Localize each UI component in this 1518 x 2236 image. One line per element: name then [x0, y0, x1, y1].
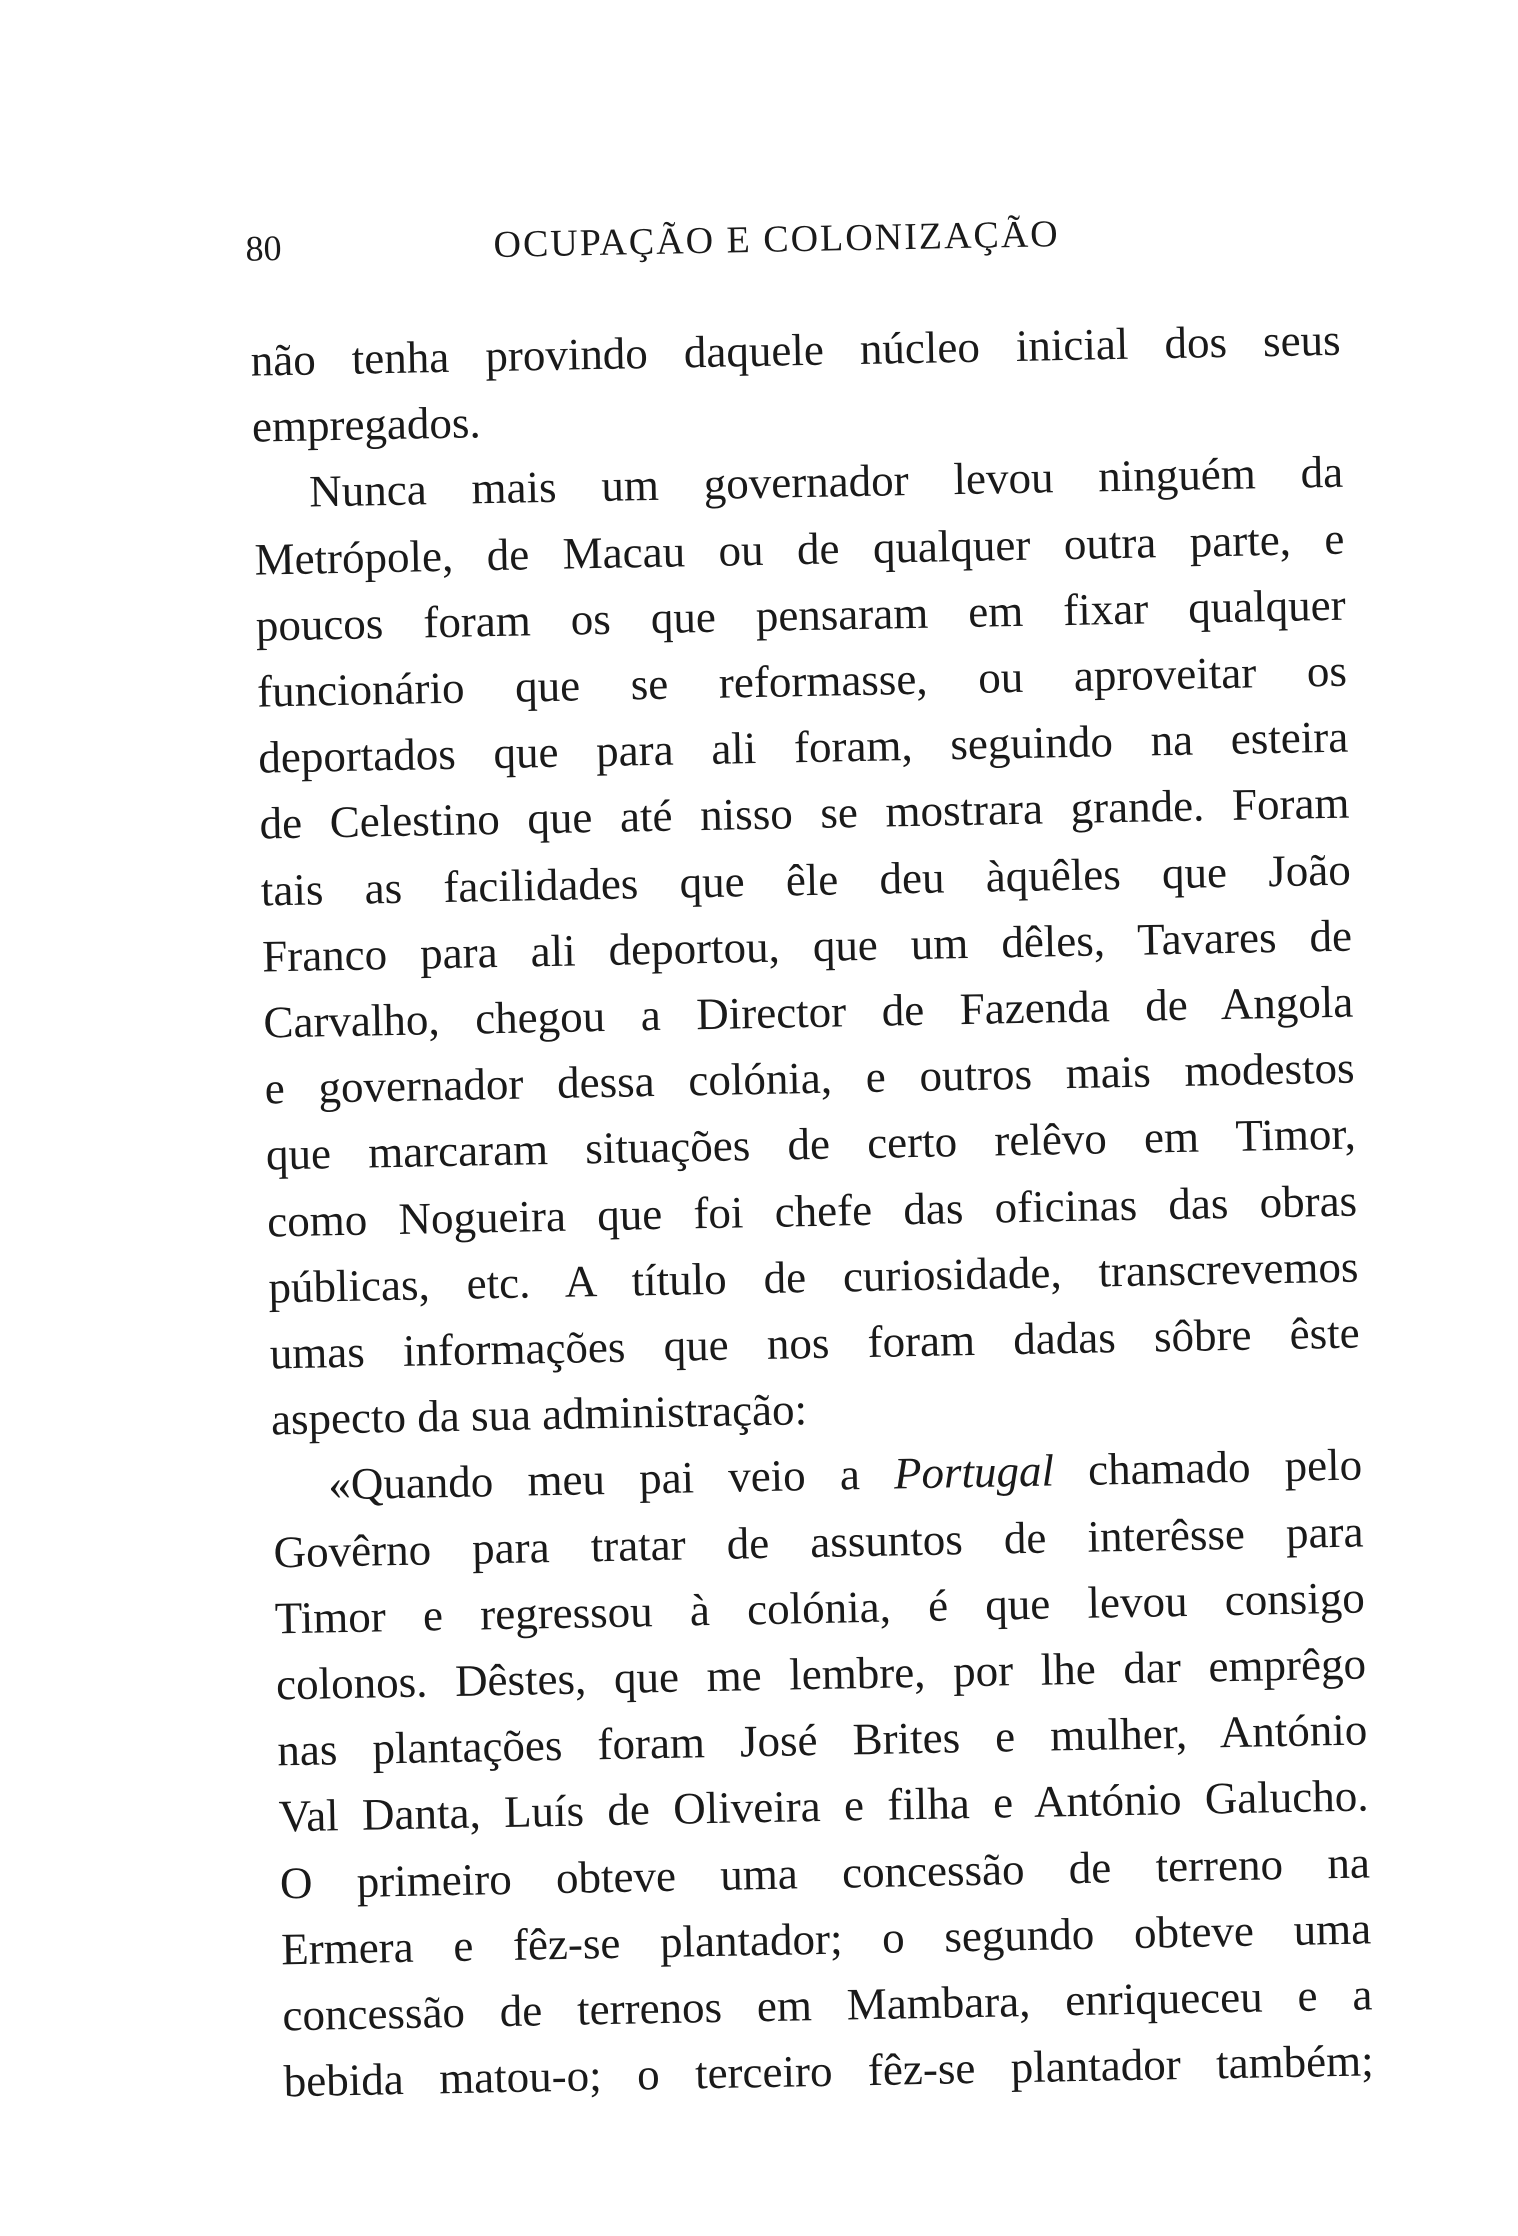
page-number: 80	[245, 228, 282, 269]
text-line: deportados que para ali foram, seguindo na esteira	[257, 711, 1349, 783]
running-title: OCUPAÇÃO E COLONIZAÇÃO	[493, 213, 1061, 266]
paragraph-1	[250, 307, 1342, 460]
text-line: nas plantações foram José Brites e mulher, António	[276, 1704, 1368, 1776]
paragraph-2	[253, 439, 1362, 1453]
text-line-content: chamado pelo	[1053, 1439, 1363, 1496]
text-line: colonos. Dêstes, que me lembre, por lhe dar emprêgo	[275, 1638, 1367, 1710]
text-line: poucos foram os que pensaram em fixar qualquer	[255, 579, 1347, 651]
text-line: Carvalho, chegou a Director de Fazenda de Angola	[262, 976, 1354, 1048]
text-line: públicas, etc. A título de curiosidade, transcrevemos	[268, 1241, 1359, 1313]
text-line: que marcaram situações de certo relêvo em Timor,	[265, 1109, 1357, 1180]
body-text	[250, 307, 1374, 2115]
text-line: O primeiro obteve uma concessão de terreno na	[279, 1837, 1371, 1909]
text-line: e governador dessa colónia, e outros mais modestos	[264, 1042, 1355, 1114]
text-line: como Nogueira que foi chefe das oficinas das obras	[266, 1175, 1358, 1247]
text-line: Val Danta, Luís de Oliveira e filha e António Galucho.	[278, 1770, 1369, 1842]
text-line: aspecto da sua administração:	[270, 1384, 808, 1445]
text-line: Ermera e fêz-se plantador; o segundo obteve uma	[280, 1903, 1372, 1975]
text-line: Timor e regressou à colónia, é que levou consigo	[274, 1572, 1366, 1644]
italic-word: Portugal	[893, 1445, 1055, 1499]
page-header	[245, 207, 1306, 287]
text-line-content: «Quando meu pai veio a	[327, 1448, 895, 1510]
text-line: Metrópole, de Macau ou de qualquer outra parte, e	[254, 513, 1345, 585]
text-line: Franco para ali deportou, que um dêles, Tavares de	[261, 910, 1353, 982]
text-line: empregados.	[251, 397, 482, 452]
text-line: umas informações que nos foram dadas sôbre êste	[269, 1307, 1361, 1379]
text-line: tais as facilidades que êle deu àquêles que João	[260, 844, 1352, 916]
text-line: bebida matou-o; o terceiro fêz-se plantador também;	[283, 2035, 1375, 2107]
paragraph-3-quotation	[272, 1432, 1375, 2115]
text-line: Govêrno para tratar de assuntos de interêsse para	[273, 1506, 1364, 1578]
text-line: funcionário que se reformasse, ou aproveitar os	[256, 645, 1348, 717]
text-line-content: Nunca mais um governador levou ninguém da	[308, 447, 1344, 517]
text-line: de Celestino que até nisso se mostrara grande. Foram	[259, 778, 1350, 849]
text-line: concessão de terrenos em Mambara, enriqueceu e a	[282, 1969, 1373, 2041]
text-line: não tenha provindo daquele núcleo inicial dos seus	[250, 314, 1341, 386]
